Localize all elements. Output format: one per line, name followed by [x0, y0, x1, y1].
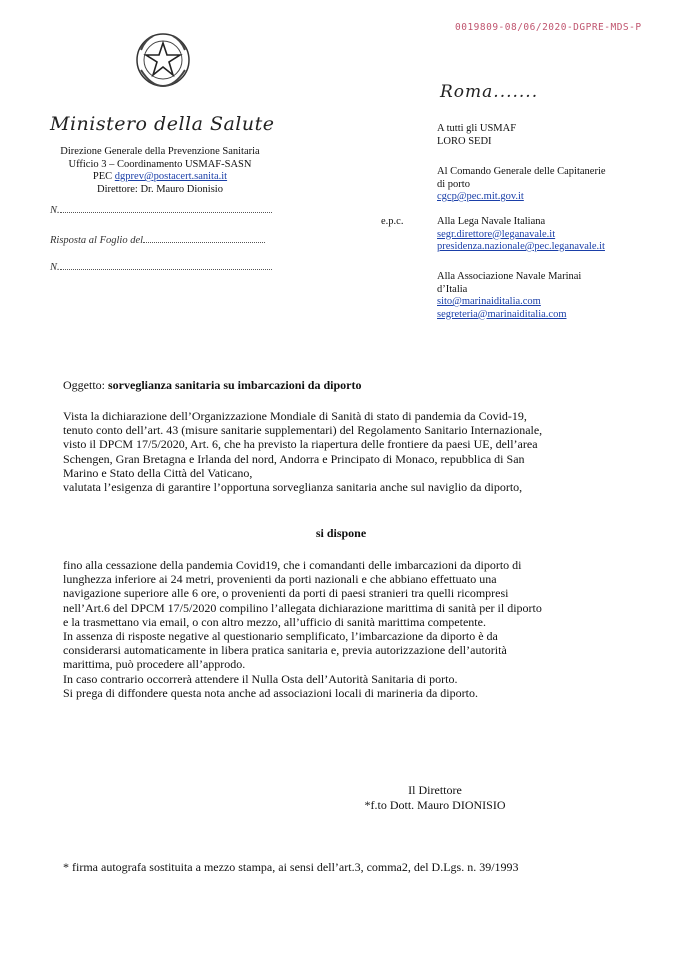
body-line: nell’Art.6 del DPCM 17/5/2020 compilino l’allegata dichiarazione marittima di sanità per il diporto — [63, 600, 542, 615]
preamble-line: tenuto conto dell’art. 43 (misure sanitarie supplementari) del Regolamento Sanitario Internazionale, — [63, 423, 543, 438]
recipient-line: d’Italia — [437, 283, 468, 295]
field-dots — [143, 242, 265, 243]
preamble-line: Vista la dichiarazione dell’Organizzazione Mondiale di Sanità di stato di pandemia da Covid-19, — [63, 409, 527, 423]
subject-text: sorveglianza sanitaria su imbarcazioni da diporto — [108, 378, 362, 392]
director-line: Direttore: Dr. Mauro Dionisio — [97, 183, 223, 195]
recipient-email-link[interactable]: presidenza.nazionale@pec.leganavale.it — [437, 241, 605, 252]
direction-line-1: Direzione Generale della Prevenzione Sanitaria — [60, 146, 260, 157]
recipient-line: di porto — [437, 178, 470, 190]
epc-label: e.p.c. — [381, 216, 404, 227]
subject-label: Oggetto: — [63, 378, 108, 392]
protocol-number: 0019809-08/06/2020-DGPRE-MDS-P — [455, 22, 642, 33]
disposition-body — [63, 558, 619, 700]
preamble — [63, 409, 619, 494]
recipient-line: A tutti gli USMAF — [437, 123, 517, 134]
recipient-email-link[interactable]: segreteria@marinaiditalia.com — [437, 308, 567, 320]
recipient-line: Al Comando Generale delle Capitanerie — [437, 166, 606, 177]
recipient-lega-navale — [437, 216, 605, 254]
preamble-line: Marino e Stato della Città del Vaticano, — [63, 465, 253, 480]
field-label: Risposta al Foglio del — [50, 235, 144, 246]
field-dots — [60, 212, 272, 213]
signature-name: *f.to Dott. Mauro DIONISIO — [364, 798, 506, 812]
recipient-email-link[interactable]: cgcp@pec.mit.gov.it — [437, 191, 524, 202]
recipient-marinai — [437, 271, 581, 321]
field-dots — [60, 269, 272, 270]
recipient-line: Alla Lega Navale Italiana — [437, 216, 546, 227]
recipient-email-link[interactable]: segr.direttore@leganavale.it — [437, 228, 556, 240]
subject-line — [63, 378, 619, 392]
body-line: marittima, può procedere all’approdo. — [63, 657, 246, 672]
field-label: N. — [50, 262, 60, 273]
recipient-usmaf — [437, 123, 516, 148]
body-line: considerarsi automaticamente in libera pratica sanitaria e, previa autorizzazione dell’autorità — [63, 643, 507, 658]
dispone-text: si dispone — [315, 526, 367, 540]
signature-title: Il Direttore — [408, 783, 462, 797]
dispone-heading — [63, 526, 619, 540]
footnote: * firma autografa sostituita a mezzo stampa, ai sensi dell’art.3, comma2, del D.Lgs. n. 39/1993 — [63, 860, 519, 874]
recipient-capitanerie — [437, 166, 606, 204]
body-line: lunghezza inferiore ai 24 metri, provenienti da porti nazionali e che abbiano effettuato una — [63, 572, 497, 587]
reply-n-field — [50, 262, 272, 273]
protocol-n-field — [50, 205, 272, 216]
reply-field — [50, 235, 265, 246]
direction-block — [45, 146, 275, 196]
recipient-line: Alla Associazione Navale Marinai — [437, 271, 582, 282]
pec-label: PEC — [92, 171, 115, 182]
recipient-line: LORO SEDI — [437, 135, 492, 147]
body-line: In caso contrario occorrerà attendere il Nulla Osta dell’Autorità Sanitaria di porto. — [63, 671, 458, 686]
body-line: fino alla cessazione della pandemia Covid19, che i comandanti delle imbarcazioni da diporto di — [63, 558, 522, 572]
recipient-email-link[interactable]: sito@marinaiditalia.com — [437, 296, 541, 307]
field-label: N. — [50, 205, 60, 216]
body-line: e la trasmettano via email, o con altro mezzo, all’ufficio di sanità marittima competente. — [63, 614, 486, 629]
signature-block — [340, 783, 530, 813]
republic-emblem-icon — [133, 30, 193, 90]
body-line: navigazione superiore alle 6 ore, o provenienti da porti di paesi stranieri tra quelli ricompresi — [63, 586, 509, 601]
body-line: In assenza di risposte negative al questionario semplificato, l’imbarcazione da diporto è da — [63, 629, 498, 644]
body-line: Si prega di diffondere questa nota anche ad associazioni locali di marineria da diporto. — [63, 685, 478, 700]
preamble-line: valutata l’esigenza di garantire l’opportuna sorveglianza sanitaria anche sul naviglio da diporto, — [63, 480, 523, 495]
ministry-name: Ministero della Salute — [50, 113, 275, 135]
direction-pec — [45, 171, 275, 184]
direction-line-2: Ufficio 3 – Coordinamento USMAF-SASN — [68, 158, 252, 170]
pec-email-link[interactable]: dgprev@postacert.sanita.it — [114, 171, 228, 182]
place-date: Roma....... — [440, 82, 539, 102]
preamble-line: visto il DPCM 17/5/2020, Art. 6, che ha previsto la riapertura delle frontiere da paesi UE, dell’area — [63, 437, 538, 452]
preamble-line: Schengen, Gran Bretagna e Irlanda del nord, Andorra e Principato di Monaco, repubblica di San — [63, 451, 525, 466]
